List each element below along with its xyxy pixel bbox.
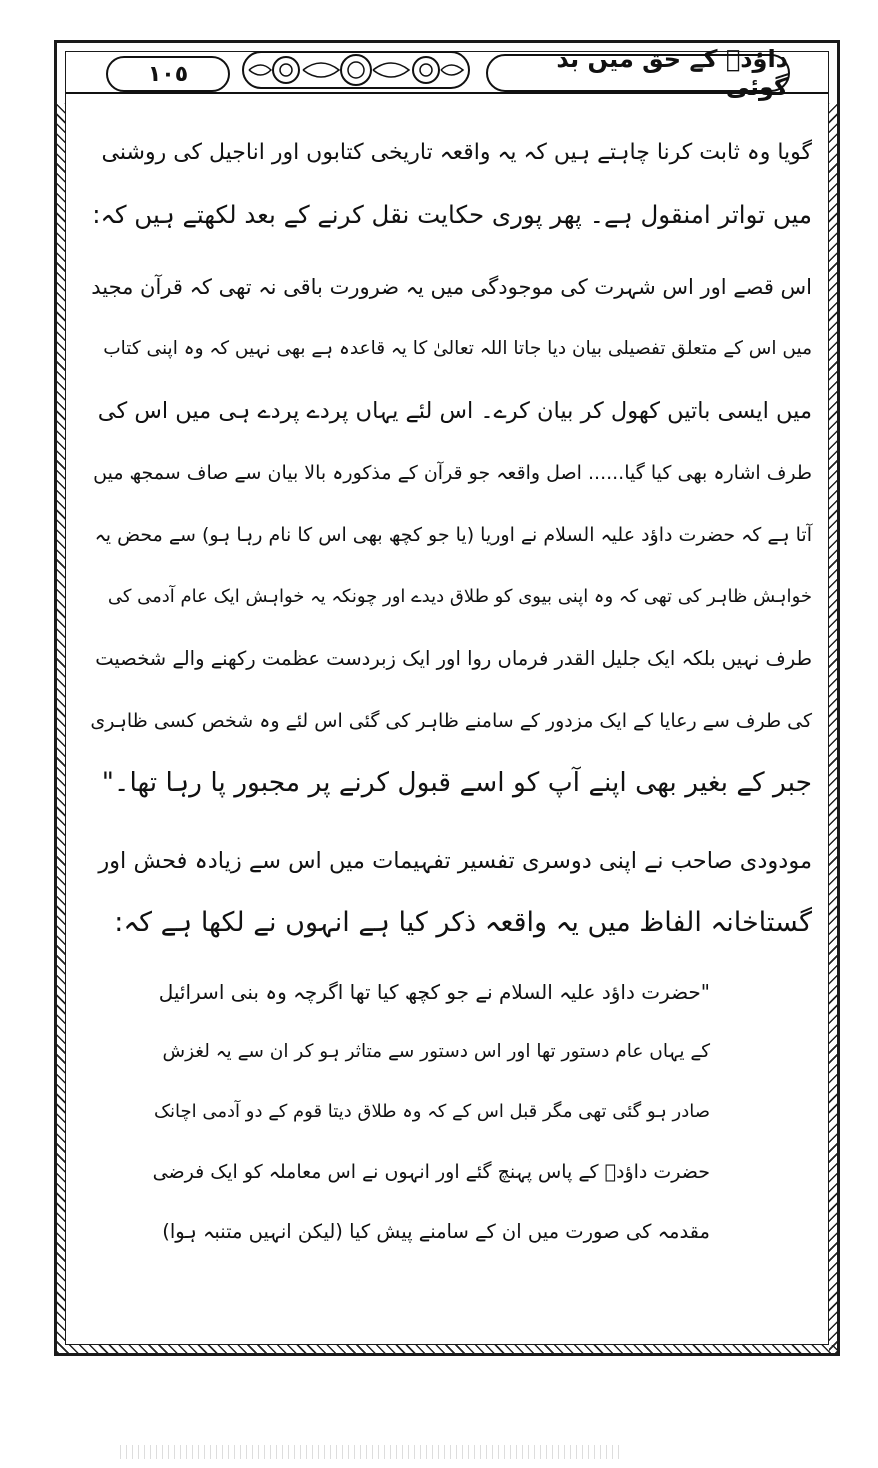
page-number: ١٠٥ xyxy=(106,56,230,92)
text-line: میں ایسی باتیں کھول کر بیان کرے۔ اس لئے یہاں پردے پردے ہی میں اس کی xyxy=(97,398,812,424)
header-title: داؤدؑ کے حق میں بد گوئی xyxy=(486,54,790,92)
border-hatch-bottom xyxy=(57,1345,837,1353)
text-line: اس قصے اور اس شہرت کی موجودگی میں یہ ضرورت باقی نہ تھی کہ قرآن مجید xyxy=(91,275,812,299)
text-line: جبر کے بغیر بھی اپنے آپ کو اسے قبول کرنے پر مجبور پا رہا تھا۔" xyxy=(101,767,812,798)
block-quote xyxy=(150,962,710,1262)
header-ornament-icon xyxy=(241,48,471,92)
quote-line: کے یہاں عام دستور تھا اور اس دستور سے متاثر ہو کر ان سے یہ لغزش xyxy=(162,1041,710,1062)
paragraph-1 xyxy=(90,122,812,246)
text-line: میں تواتر امنقول ہے۔ پھر پوری حکایت نقل کرنے کے بعد لکھتے ہیں کہ: xyxy=(92,200,812,229)
paragraph-2 xyxy=(90,256,812,814)
paragraph-3 xyxy=(90,830,812,954)
page-header xyxy=(66,45,828,101)
text-line: گستاخانہ الفاظ میں یہ واقعہ ذکر کیا ہے انہوں نے لکھا ہے کہ: xyxy=(114,907,812,938)
quote-line: صادر ہو گئی تھی مگر قبل اس کے کہ وہ طلاق دیتا قوم کے دو آدمی اچانک xyxy=(153,1101,710,1122)
text-line: میں اس کے متعلق تفصیلی بیان دیا جاتا اللہ تعالیٰ کا یہ قاعدہ ہے بھی نہیں کہ وہ اپنی کتاب xyxy=(103,338,812,359)
text-line: خواہش ظاہر کی تھی کہ وہ اپنی بیوی کو طلاق دیدے اور چونکہ یہ خواہش ایک عام آدمی کی xyxy=(107,586,812,607)
text-line: آتا ہے کہ حضرت داؤد علیہ السلام نے اوریا (یا جو کچھ بھی اس کا نام رہا ہو) سے محض یہ xyxy=(94,524,812,546)
quote-line: مقدمہ کی صورت میں ان کے سامنے پیش کیا (لیکن انہیں متنبہ ہوا) xyxy=(162,1220,710,1243)
text-line: کی طرف سے رعایا کے ایک مزدور کے سامنے ظاہر کی گئی اس لئے وہ شخص کسی ظاہری xyxy=(90,710,812,732)
quote-line: "حضرت داؤد علیہ السلام نے جو کچھ کیا تھا اگرچہ وہ بنی اسرائیل xyxy=(158,980,710,1004)
quote-line: حضرت داؤدؑ کے پاس پہنچ گئے اور انہوں نے اس معاملہ کو ایک فرضی xyxy=(152,1161,710,1183)
scan-specks xyxy=(120,1445,620,1459)
border-hatch-right xyxy=(829,103,837,1353)
text-line: گویا وہ ثابت کرنا چاہتے ہیں کہ یہ واقعہ تاریخی کتابوں اور اناجیل کی روشنی xyxy=(101,140,812,165)
border-hatch-left xyxy=(57,103,65,1353)
text-line: مودودی صاحب نے اپنی دوسری تفسیر تفہیمات میں اس سے زیادہ فحش اور xyxy=(98,848,812,874)
text-line: طرف اشارہ بھی کیا گیا...... اصل واقعہ جو قرآن کے مذکورہ بالا بیان سے صاف سمجھ میں xyxy=(93,462,812,484)
text-line: طرف نہیں بلکہ ایک جلیل القدر فرماں روا اور ایک زبردست عظمت رکھنے والے شخصیت xyxy=(95,647,812,670)
